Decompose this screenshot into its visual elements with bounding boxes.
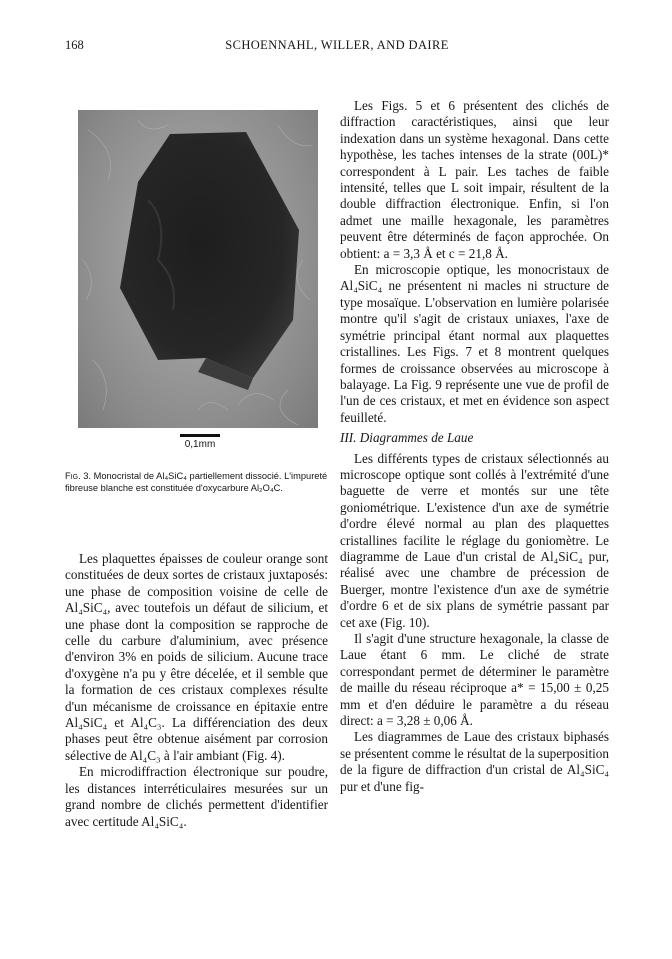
running-header — [65, 38, 609, 54]
crystal-micrograph — [78, 110, 318, 428]
paragraph: Les diagrammes de Laue des cristaux biphasés se présentent comme le résultat de la superposition de la figure de diffraction d'un cristal de Al₄SiC₄ pur et d'une fig- — [340, 729, 609, 794]
paragraph: En microscopie optique, les monocristaux de Al₄SiC₄ ne présentent ni macles ni structure de type mosaïque. L'observation en lumière polarisée montre qu'il s'agit de cristaux uniaxes, l'axe de symétrie principal étant normal aux plaquettes cristallines. Les Figs. 7 et 8 montrent quelques formes de croissance observées au microscope à balayage. La Fig. 9 représente une vue de profil de l'un de ces cristaux, et met en évidence son aspect feuilleté. — [340, 262, 609, 425]
figure-caption — [65, 470, 328, 494]
scale-bar-line — [180, 434, 220, 437]
paragraph: Les Figs. 5 et 6 présentent des clichés de diffraction caractéristiques, ainsi que leur indexation dans un système hexagonal. Dans cette hypothèse, les taches intenses de la strate (00L)* correspondent à L pair. Les taches de faible intensité, telles que L soit impair, résultent de la double diffraction électronique. Enfin, si l'on admet une maille hexagonale, les paramètres peuvent être déterminés de façon approchée. On obtient: a = 3,3 Å et c = 21,8 Å. — [340, 98, 609, 261]
figure-caption-label: Fig. 3. — [65, 471, 91, 481]
paragraph: Il s'agit d'une structure hexagonale, la classe de Laue étant 6 mm. Le cliché de strate correspondant permet de déterminer le paramètre de maille du réseau réciproque a* = 15,00 ± 0,25 mm et d'en déduire le paramètre a du réseau direct: a = 3,28 ± 0,06 Å. — [340, 631, 609, 729]
right-column — [340, 98, 609, 795]
paragraph: Les différents types de cristaux sélectionnés au microscope optique sont collés à l'extrémité d'une baguette de verre et montés sur une tête goniométrique. L'existence d'un axe de symétrie d'ordre élevé normal au plan des plaquettes cristallines facilite le réglage du goniomètre. Le diagramme de Laue d'un cristal de Al₄SiC₄ pur, réalisé avec une chambre de précession de Buerger, montre l'existence d'un axe de symétrie d'ordre 6 et de six plans de symétrie passant par cet axe (Fig. 10). — [340, 450, 609, 630]
paragraph: Les plaquettes épaisses de couleur orange sont constituées de deux sortes de cristaux juxtaposés: une phase de composition voisine de celle de Al₄SiC₄, avec toutefois un défaut de silicium, et une phase dont la composition se rapproche de celle du carbure d'aluminium, avec présence d'environ 3% en poids de silicium. Aucune trace d'oxygène n'a pu y être décelée, et il semble que la formation de ces cristaux complexes résulte d'un mécanisme de croissance en épitaxie entre Al₄SiC₄ et Al₄C₃. La différenciation des deux phases peut être obtenue aisément par corrosion sélective de Al₄C₃ à l'air ambiant (Fig. 4). — [65, 551, 328, 763]
running-head-authors: SCHOENNAHL, WILLER, AND DAIRE — [225, 38, 449, 52]
left-column — [65, 551, 328, 830]
figure-caption-text: Monocristal de Al₄SiC₄ partiellement dissocié. L'impureté fibreuse blanche est constituée d'oxycarbure Al₂O₄C. — [65, 471, 328, 494]
scale-bar-label: 0,1mm — [184, 439, 216, 450]
paragraph: En microdiffraction électronique sur poudre, les distances interréticulaires mesurées sur un grand nombre de clichés permettent d'identifier avec certitude Al₄SiC₄. — [65, 764, 328, 829]
scale-bar — [165, 434, 235, 450]
crystal-micrograph-drawing — [78, 110, 318, 428]
section-heading: III. Diagrammes de Laue — [340, 430, 474, 446]
page-number: 168 — [65, 38, 84, 52]
